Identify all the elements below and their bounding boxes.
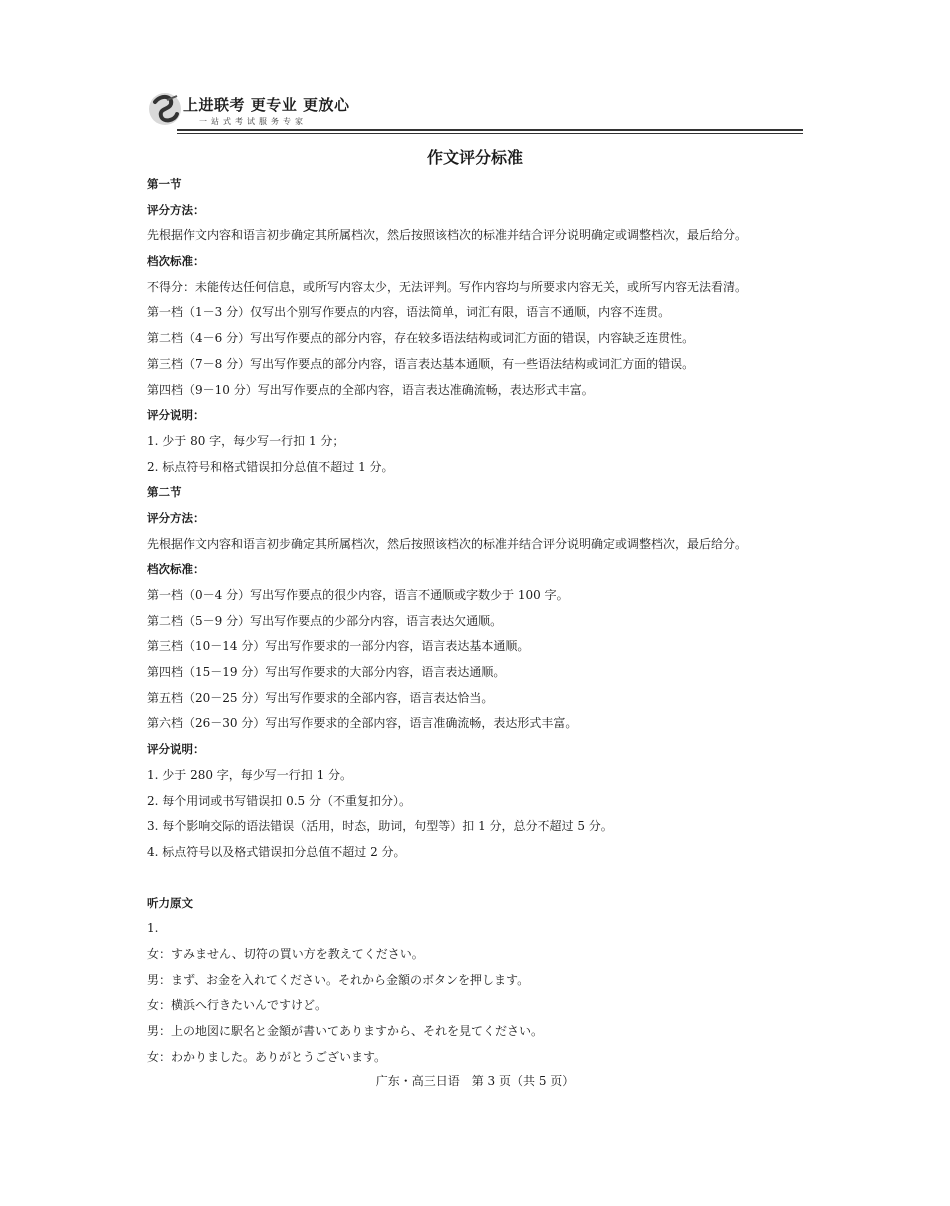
section2-level: 第二档（5－9 分）写出写作要点的少部分内容，语言表达欠通顺。 <box>147 613 503 628</box>
section2-method-label: 评分方法： <box>147 510 205 525</box>
logo-icon <box>147 90 187 128</box>
section1-level: 不得分：未能传达任何信息，或所写内容太少，无法评判。写作内容均与所要求内容无关，或所写内容无法看清。 <box>147 279 748 294</box>
section1-level: 第二档（4－6 分）写出写作要点的部分内容，存在较多语法结构或词汇方面的错误，内容缺乏连贯性。 <box>147 331 695 346</box>
section2-level: 第六档（26－30 分）写出写作要求的全部内容，语言准确流畅，表达形式丰富。 <box>147 716 578 731</box>
section2-level: 第一档（0－4 分）写出写作要点的很少内容，语言不通顺或字数少于 100 字。 <box>147 588 569 602</box>
page-header <box>147 88 803 134</box>
dialogue-line: 男：上の地図に駅名と金額が書いてありますから、それを見てください。 <box>147 1024 544 1038</box>
listening-number: 1. <box>147 921 159 936</box>
section2-level: 第三档（10－14 分）写出写作要求的一部分内容，语言表达基本通顺。 <box>147 639 530 654</box>
section1-method-text: 先根据作文内容和语言初步确定其所属档次，然后按照该档次的标准并结合评分说明确定或调整档次，最后给分。 <box>147 228 748 243</box>
section2-notes-label: 评分说明： <box>147 742 205 757</box>
section2-note: 4. 标点符号以及格式错误扣分总值不超过 2 分。 <box>147 844 406 859</box>
page-title: 作文评分标准 <box>426 148 523 167</box>
section1-heading: 第一节 <box>147 177 182 191</box>
dialogue-line: 女：わかりました。ありがとうございます。 <box>147 1049 387 1064</box>
section2-level: 第五档（20－25 分）写出写作要求的全部内容，语言表达恰当。 <box>147 690 494 705</box>
dialogue-line: 男：まず、お金を入れてください。それから金額のボタンを押します。 <box>147 972 530 987</box>
dialogue-line: 女：すみません、切符の買い方を教えてください。 <box>147 946 424 961</box>
section1-level: 第三档（7－8 分）写出写作要点的部分内容，语言表达基本通顺，有一些语法结构或词汇方面的错误。 <box>147 356 695 371</box>
section1-notes-label: 评分说明： <box>147 408 205 423</box>
document-body <box>147 175 817 1073</box>
listening-heading: 听力原文 <box>147 895 193 910</box>
spacer <box>147 869 817 894</box>
page-footer: 广东・高三日语 第 3 页（共 5 页） <box>375 1074 575 1088</box>
section2-heading: 第二节 <box>147 485 182 500</box>
section2-note: 1. 少于 280 字，每少写一行扣 1 分。 <box>147 767 353 782</box>
dialogue-line: 女：横浜へ行きたいんですけど。 <box>147 998 328 1013</box>
section1-note: 1. 少于 80 字，每少写一行扣 1 分； <box>147 433 345 448</box>
header-slogan: 上进联考 更专业 更放心 <box>183 96 350 114</box>
section2-standard-label: 档次标准： <box>147 562 205 577</box>
section2-level: 第四档（15－19 分）写出写作要求的大部分内容，语言表达通顺。 <box>147 665 506 680</box>
header-rule-thick <box>177 129 803 131</box>
section2-note: 3. 每个影响交际的语法错误（活用，时态，助词，句型等）扣 1 分，总分不超过 5 分。 <box>147 819 613 834</box>
header-subslogan: 一站式考试服务专家 <box>199 117 307 126</box>
section1-level: 第四档（9－10 分）写出写作要点的全部内容，语言表达准确流畅，表达形式丰富。 <box>147 382 594 397</box>
header-rule-thin <box>177 133 803 134</box>
section1-standard-label: 档次标准： <box>147 254 205 269</box>
section1-method-label: 评分方法： <box>147 202 205 217</box>
section2-method-text: 先根据作文内容和语言初步确定其所属档次，然后按照该档次的标准并结合评分说明确定或调整档次，最后给分。 <box>147 536 748 551</box>
section1-note: 2. 标点符号和格式错误扣分总值不超过 1 分。 <box>147 459 394 474</box>
section1-level: 第一档（1－3 分）仅写出个别写作要点的内容，语法简单，词汇有限，语言不通顺，内容不连贯。 <box>147 305 671 320</box>
section2-note: 2. 每个用词或书写错误扣 0.5 分（不重复扣分）。 <box>147 793 411 808</box>
